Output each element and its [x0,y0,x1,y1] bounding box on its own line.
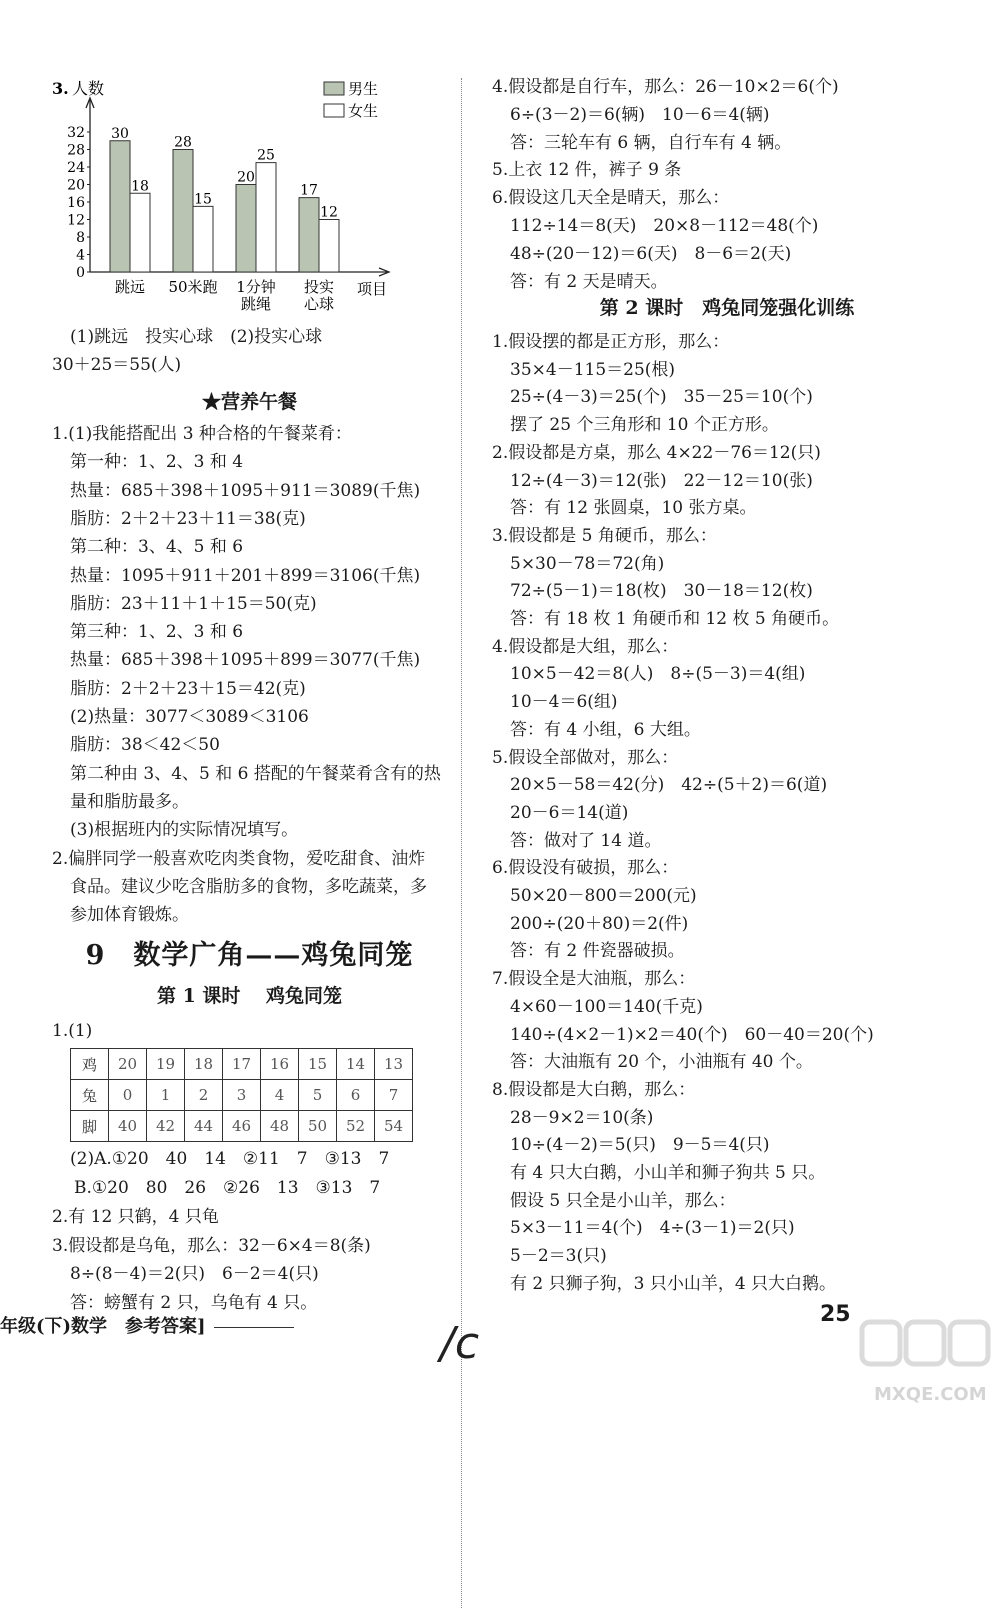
answer-line: 脂肪：38＜42＜50 [70,735,220,756]
table-cell: 44 [185,1111,223,1142]
handwritten-mark: /c [440,1318,480,1369]
answer-line: 热量：1095＋911＋201＋899＝3106(千焦) [70,565,421,586]
answer-line: 8÷(8－4)＝2(只) 6－2＝4(只) [70,1264,319,1284]
bar [256,163,276,272]
category-label: 心球 [303,295,335,313]
answer-line: 20－6＝14(道) [510,802,629,823]
category-label: 跳绳 [240,295,272,313]
answer-line: 1.假设摆的都是正方形，那么： [492,332,730,352]
answer-line: 4.假设都是自行车，那么：26－10×2＝6(个) [492,77,839,97]
table-cell: 3 [223,1080,261,1111]
table-cell: 20 [109,1049,147,1080]
answer-line: 25÷(4－3)＝25(个) 35－25＝10(个) [510,387,813,408]
table-row-header: 兔 [71,1080,109,1111]
bar [130,193,150,272]
answer-line: 第二种：3、4、5 和 6 [70,537,244,558]
category-label: 50米跑 [168,278,218,296]
answer-line: 5－2＝3(只) [510,1246,607,1267]
table-cell: 15 [299,1049,337,1080]
answer-line: 脂肪：2＋2＋23＋15＝42(克) [70,678,306,699]
footer-text: 年级(下)数学 参考答案] [0,1316,206,1337]
table-cell: 50 [299,1111,337,1142]
answer-line: B.①20 80 26 ②26 13 ③13 7 [74,1178,381,1198]
y-tick-label: 16 [67,195,85,211]
answer-line: 2.假设都是方桌，那么 4×22－76＝12(只) [492,442,821,463]
table-cell: 16 [261,1049,299,1080]
answer-line: 4.假设都是大组，那么： [492,636,679,657]
legend-label: 男生 [348,80,379,98]
table-cell: 18 [185,1049,223,1080]
answer-line: 答：做对了 14 道。 [510,830,662,851]
chapter-title: 9 数学广角——鸡兔同笼 [85,940,414,971]
answer-line: 28－9×2＝10(条) [510,1107,654,1128]
page-footer [0,1312,294,1338]
answer-line: 7.假设全是大油瓶，那么： [492,969,696,990]
bar [299,198,319,272]
answer-line: 35×4－115＝25(根) [510,359,676,380]
answer-line: 200÷(20＋80)＝2(件) [510,913,689,934]
table-cell: 1 [147,1080,185,1111]
y-tick-label: 8 [76,230,85,246]
watermark-text: MXQE.COM [874,1384,987,1405]
category-label: 跳远 [114,278,146,296]
answer-line: 参加体育锻炼。 [70,905,189,926]
answer-line: 答：有 4 小组，6 大组。 [510,719,701,740]
data-label: 15 [194,191,212,208]
page-number: 25 [820,1302,851,1327]
bar-chart-svg [52,72,412,327]
bar [173,150,193,273]
answer-line: 答：有 18 枚 1 角硬币和 12 枚 5 角硬币。 [510,609,840,629]
table-cell: 7 [375,1080,413,1111]
answer-line: 量和脂肪最多。 [70,791,189,812]
table-row [71,1080,413,1111]
answer-line: 10÷(4－2)＝5(只) 9－5＝4(只) [510,1135,770,1156]
y-tick-label: 4 [76,247,85,264]
answer-line: 2.偏胖同学一般喜欢吃肉类食物，爱吃甜食、油炸 [52,848,426,869]
table-row [71,1111,413,1142]
table-cell: 4 [261,1080,299,1111]
y-tick-label: 24 [67,160,85,176]
answer-line: 第三种：1、2、3 和 6 [70,622,244,643]
table-cell: 52 [337,1111,375,1142]
answer-line: 10×5－42＝8(人) 8÷(5－3)＝4(组) [510,664,806,685]
answer-line: 5×3－11＝4(个) 4÷(3－1)＝2(只) [510,1218,795,1239]
answer-line: 答：有 12 张圆桌，10 张方桌。 [510,498,757,519]
table-cell: 6 [337,1080,375,1111]
answer-line: 有 2 只狮子狗，3 只小山羊，4 只大白鹅。 [510,1273,837,1294]
answer-line: 3.假设都是乌龟，那么：32－6×4＝8(条) [52,1236,371,1256]
answer-line: 2.有 12 只鹤，4 只龟 [52,1207,219,1227]
answer-line: 4×60－100＝140(千克) [510,996,703,1017]
x-axis-label: 项目 [357,280,388,298]
answer-line: 10－4＝6(组) [510,692,618,713]
column-divider [461,78,462,1608]
data-label: 25 [257,147,275,164]
watermark-logo [856,1318,996,1418]
lesson2-title: 第 2 课时 鸡兔同笼强化训练 [599,297,855,319]
y-tick-label: 28 [67,142,85,159]
table-cell: 2 [185,1080,223,1111]
legend-label: 女生 [348,102,379,120]
data-label: 18 [131,178,149,195]
legend-swatch [324,104,344,117]
category-label: 1分钟 [236,278,276,296]
question-number: 3. [52,79,69,98]
answer-line: 1.(1)我能搭配出 3 种合格的午餐菜肴： [52,424,352,444]
answer-line: 热量：685＋398＋1095＋911＝3089(千焦) [70,480,421,501]
bar [110,141,130,272]
bar [236,185,256,273]
bar [319,220,339,273]
answer-line: 热量：685＋398＋1095＋899＝3077(千焦) [70,650,421,671]
answer-line: 脂肪：2＋2＋23＋11＝38(克) [70,508,306,529]
chicken-rabbit-table [70,1048,413,1142]
answer-line: 第一种：1、2、3 和 4 [70,452,244,473]
answer-line: 假设 5 只全是小山羊，那么： [510,1190,736,1211]
answer-line: 50×20－800＝200(元) [510,886,697,906]
bar-chart [52,72,412,331]
watermark-logo-icon [856,1318,996,1388]
table-cell: 0 [109,1080,147,1111]
answer-line: 48÷(20－12)＝6(天) 8－6＝2(天) [510,243,792,264]
table-cell: 5 [299,1080,337,1111]
table-cell: 54 [375,1111,413,1142]
answer-line: 5×30－78＝72(角) [510,553,665,574]
table-cell: 19 [147,1049,185,1080]
table-cell: 42 [147,1111,185,1142]
table-cell: 14 [337,1049,375,1080]
answer-line: 6.假设没有破损，那么： [492,858,679,879]
answer-line: 12÷(4－3)＝12(张) 22－12＝10(张) [510,470,813,491]
answer-line: 8.假设都是大白鹅，那么： [492,1079,696,1100]
category-label: 投实 [303,278,335,296]
answer-line: (2)热量：3077＜3089＜3106 [70,707,309,727]
answer-line: 答：螃蟹有 2 只，乌龟有 4 只。 [70,1293,318,1313]
data-label: 20 [237,169,255,186]
answer-line: 脂肪：23＋11＋1＋15＝50(克) [70,593,317,614]
answer-line: (2)A.①20 40 14 ②11 7 ③13 7 [70,1149,390,1169]
table-row-header: 鸡 [71,1049,109,1080]
legend-swatch [324,82,344,95]
answer-line: 72÷(5－1)＝18(枚) 30－18＝12(枚) [510,581,813,602]
answer-line: 有 4 只大白鹅，小山羊和狮子狗共 5 只。 [510,1163,826,1183]
answer-line: (3)根据班内的实际情况填写。 [70,820,299,841]
answer-line: 答：大油瓶有 20 个，小油瓶有 40 个。 [510,1052,813,1073]
table-cell: 46 [223,1111,261,1142]
y-tick-label: 32 [67,125,85,141]
answer-line: 5.上衣 12 件，裤子 9 条 [492,160,682,181]
answer-line: 6.假设这几天全是晴天，那么： [492,188,730,209]
q3-answers: (1)跳远 投实心球 (2)投实心球 [70,327,323,347]
q4-answer: 30＋25＝55(人) [52,355,182,375]
lunch-heading: ★营养午餐 [201,391,297,413]
data-label: 12 [320,204,338,221]
answer-line: 5.假设全部做对，那么： [492,747,679,768]
table-row [71,1049,413,1080]
answer-line: 答：三轮车有 6 辆，自行车有 4 辆。 [510,132,792,153]
answer-line: 答：有 2 件瓷器破损。 [510,941,685,962]
table-cell: 40 [109,1111,147,1142]
answer-line: 食品。建议少吃含脂肪多的食物，多吃蔬菜，多 [70,876,427,897]
answer-line: 112÷14＝8(天) 20×8－112＝48(个) [510,216,819,236]
y-tick-label: 12 [67,212,85,229]
data-label: 28 [174,134,192,151]
answer-line: 摆了 25 个三角形和 10 个正方形。 [510,415,779,436]
table-row-header: 脚 [71,1111,109,1142]
answer-line: 140÷(4×2－1)×2＝40(个) 60－40＝20(个) [510,1024,874,1045]
q1-label: 1.(1) [52,1021,93,1041]
table-cell: 17 [223,1049,261,1080]
lesson1-title: 第 1 课时 鸡兔同笼 [156,985,343,1007]
table-cell: 13 [375,1049,413,1080]
answer-line: 6÷(3－2)＝6(辆) 10－6＝4(辆) [510,104,770,125]
table-cell: 48 [261,1111,299,1142]
y-axis-label: 人数 [72,79,105,98]
answer-line: 第二种由 3、4、5 和 6 搭配的午餐菜肴含有的热 [70,763,441,784]
bar [193,206,213,272]
data-label: 30 [111,125,129,142]
y-tick-label: 20 [67,177,85,194]
answer-line: 20×5－58＝42(分) 42÷(5＋2)＝6(道) [510,775,828,796]
data-label: 17 [300,182,318,199]
answer-line: 3.假设都是 5 角硬币，那么： [492,525,717,546]
footer-rule [214,1327,294,1328]
y-tick-label: 0 [76,265,85,281]
answer-line: 答：有 2 天是晴天。 [510,271,668,292]
